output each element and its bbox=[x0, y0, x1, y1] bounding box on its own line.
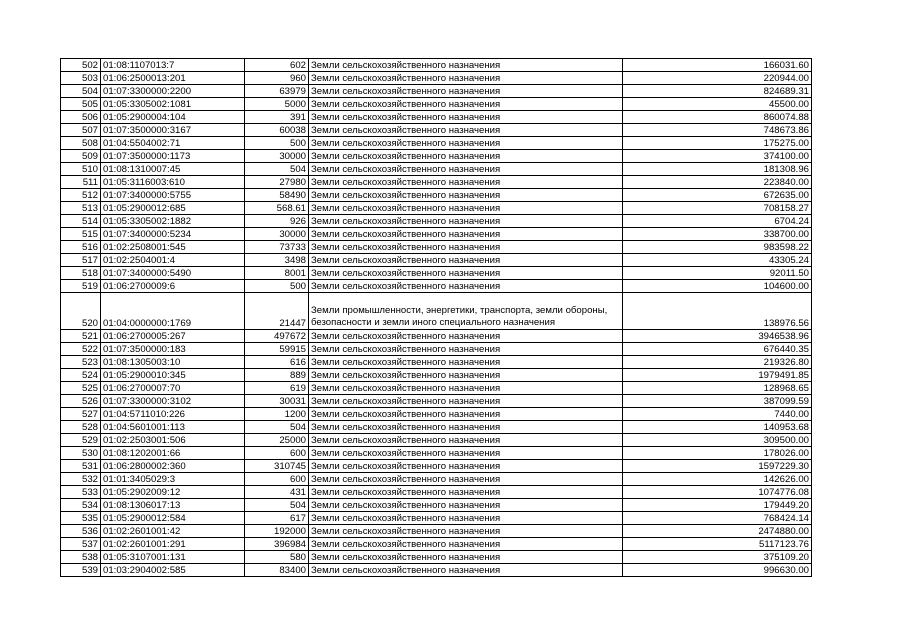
table-row bbox=[61, 176, 812, 189]
plot-area: 600 bbox=[245, 473, 309, 486]
table-row bbox=[61, 460, 812, 473]
row-number: 539 bbox=[61, 564, 101, 577]
plot-area: 192000 bbox=[245, 525, 309, 538]
table-row bbox=[61, 85, 812, 98]
land-category: Земли сельскохозяйственного назначения bbox=[309, 189, 623, 202]
row-number: 536 bbox=[61, 525, 101, 538]
row-number: 525 bbox=[61, 382, 101, 395]
cadastral-value: 1074776.08 bbox=[623, 486, 812, 499]
cadastral-number: 01:06:2700005:267 bbox=[101, 330, 245, 343]
land-category: Земли сельскохозяйственного назначения bbox=[309, 343, 623, 356]
land-category: Земли сельскохозяйственного назначения bbox=[309, 499, 623, 512]
cadastral-value: 92011.50 bbox=[623, 267, 812, 280]
plot-area: 568.61 bbox=[245, 202, 309, 215]
plot-area: 391 bbox=[245, 111, 309, 124]
cadastral-number: 01:06:2700007:70 bbox=[101, 382, 245, 395]
row-number: 517 bbox=[61, 254, 101, 267]
cadastral-number: 01:04:5504002:71 bbox=[101, 137, 245, 150]
cadastral-number: 01:07:3300000:3102 bbox=[101, 395, 245, 408]
table-row bbox=[61, 512, 812, 525]
land-category: Земли сельскохозяйственного назначения bbox=[309, 59, 623, 72]
row-number: 509 bbox=[61, 150, 101, 163]
cadastral-value: 179449.20 bbox=[623, 499, 812, 512]
row-number: 507 bbox=[61, 124, 101, 137]
row-number: 511 bbox=[61, 176, 101, 189]
table-row bbox=[61, 330, 812, 343]
land-category: Земли сельскохозяйственного назначения bbox=[309, 460, 623, 473]
table-row bbox=[61, 421, 812, 434]
table-row bbox=[61, 369, 812, 382]
cadastral-number: 01:06:2700009:6 bbox=[101, 280, 245, 293]
cadastral-number: 01:07:3500000:183 bbox=[101, 343, 245, 356]
land-category: Земли сельскохозяйственного назначения bbox=[309, 525, 623, 538]
cadastral-value: 45500.00 bbox=[623, 98, 812, 111]
land-category: Земли сельскохозяйственного назначения bbox=[309, 369, 623, 382]
table-row bbox=[61, 293, 812, 330]
land-category: Земли сельскохозяйственного назначения bbox=[309, 408, 623, 421]
row-number: 516 bbox=[61, 241, 101, 254]
land-category: Земли сельскохозяйственного назначения bbox=[309, 137, 623, 150]
cadastral-value: 140953.68 bbox=[623, 421, 812, 434]
cadastral-number: 01:06:2500013:201 bbox=[101, 72, 245, 85]
cadastral-value: 748673.86 bbox=[623, 124, 812, 137]
row-number: 529 bbox=[61, 434, 101, 447]
table-row bbox=[61, 215, 812, 228]
plot-area: 310745 bbox=[245, 460, 309, 473]
cadastral-number: 01:08:1310007:45 bbox=[101, 163, 245, 176]
table-row bbox=[61, 447, 812, 460]
row-number: 523 bbox=[61, 356, 101, 369]
plot-area: 600 bbox=[245, 447, 309, 460]
land-plots-table bbox=[60, 58, 812, 577]
cadastral-number: 01:08:1305003:10 bbox=[101, 356, 245, 369]
plot-area: 27980 bbox=[245, 176, 309, 189]
table-row bbox=[61, 473, 812, 486]
table-row bbox=[61, 163, 812, 176]
row-number: 522 bbox=[61, 343, 101, 356]
land-category: Земли сельскохозяйственного назначения bbox=[309, 512, 623, 525]
cadastral-value: 374100.00 bbox=[623, 150, 812, 163]
plot-area: 617 bbox=[245, 512, 309, 525]
cadastral-value: 175275.00 bbox=[623, 137, 812, 150]
cadastral-value: 708158.27 bbox=[623, 202, 812, 215]
land-category: Земли сельскохозяйственного назначения bbox=[309, 85, 623, 98]
cadastral-number: 01:05:3107001:131 bbox=[101, 551, 245, 564]
cadastral-value: 768424.14 bbox=[623, 512, 812, 525]
land-category: Земли сельскохозяйственного назначения bbox=[309, 215, 623, 228]
table-row bbox=[61, 551, 812, 564]
cadastral-value: 2474880.00 bbox=[623, 525, 812, 538]
land-category: Земли сельскохозяйственного назначения bbox=[309, 267, 623, 280]
plot-area: 73733 bbox=[245, 241, 309, 254]
land-category: Земли сельскохозяйственного назначения bbox=[309, 473, 623, 486]
plot-area: 30000 bbox=[245, 150, 309, 163]
cadastral-value: 219326.80 bbox=[623, 356, 812, 369]
cadastral-value: 996630.00 bbox=[623, 564, 812, 577]
plot-area: 431 bbox=[245, 486, 309, 499]
cadastral-value: 1979491.85 bbox=[623, 369, 812, 382]
cadastral-value: 7440.00 bbox=[623, 408, 812, 421]
cadastral-number: 01:05:2900010:345 bbox=[101, 369, 245, 382]
land-category: Земли сельскохозяйственного назначения bbox=[309, 280, 623, 293]
cadastral-value: 824689.31 bbox=[623, 85, 812, 98]
land-category: Земли сельскохозяйственного назначения bbox=[309, 111, 623, 124]
land-category: Земли сельскохозяйственного назначения bbox=[309, 163, 623, 176]
row-number: 532 bbox=[61, 473, 101, 486]
cadastral-value: 375109.20 bbox=[623, 551, 812, 564]
plot-area: 25000 bbox=[245, 434, 309, 447]
cadastral-value: 338700.00 bbox=[623, 228, 812, 241]
plot-area: 3498 bbox=[245, 254, 309, 267]
land-category: Земли сельскохозяйственного назначения bbox=[309, 330, 623, 343]
table-row bbox=[61, 72, 812, 85]
cadastral-value: 983598.22 bbox=[623, 241, 812, 254]
row-number: 518 bbox=[61, 267, 101, 280]
row-number: 502 bbox=[61, 59, 101, 72]
table-row bbox=[61, 228, 812, 241]
row-number: 537 bbox=[61, 538, 101, 551]
cadastral-value: 128968.65 bbox=[623, 382, 812, 395]
cadastral-value: 104600.00 bbox=[623, 280, 812, 293]
plot-area: 926 bbox=[245, 215, 309, 228]
row-number: 504 bbox=[61, 85, 101, 98]
cadastral-value: 181308.96 bbox=[623, 163, 812, 176]
plot-area: 504 bbox=[245, 499, 309, 512]
cadastral-value: 5117123.76 bbox=[623, 538, 812, 551]
land-category: Земли сельскохозяйственного назначения bbox=[309, 421, 623, 434]
row-number: 534 bbox=[61, 499, 101, 512]
row-number: 533 bbox=[61, 486, 101, 499]
cadastral-number: 01:07:3400000:5490 bbox=[101, 267, 245, 280]
cadastral-value: 6704.24 bbox=[623, 215, 812, 228]
plot-area: 504 bbox=[245, 163, 309, 176]
plot-area: 396984 bbox=[245, 538, 309, 551]
land-category: Земли промышленности, энергетики, транспорта, земли обороны, безопасности и земли иного специального назначения bbox=[309, 293, 623, 330]
row-number: 510 bbox=[61, 163, 101, 176]
cadastral-value: 676440.35 bbox=[623, 343, 812, 356]
plot-area: 5000 bbox=[245, 98, 309, 111]
cadastral-number: 01:05:2900012:685 bbox=[101, 202, 245, 215]
row-number: 531 bbox=[61, 460, 101, 473]
cadastral-value: 220944.00 bbox=[623, 72, 812, 85]
cadastral-value: 672635.00 bbox=[623, 189, 812, 202]
cadastral-number: 01:07:3500000:1173 bbox=[101, 150, 245, 163]
plot-area: 580 bbox=[245, 551, 309, 564]
land-category: Земли сельскохозяйственного назначения bbox=[309, 72, 623, 85]
plot-area: 619 bbox=[245, 382, 309, 395]
cadastral-number: 01:04:5711010:226 bbox=[101, 408, 245, 421]
cadastral-value: 43305.24 bbox=[623, 254, 812, 267]
row-number: 526 bbox=[61, 395, 101, 408]
table-row bbox=[61, 408, 812, 421]
row-number: 514 bbox=[61, 215, 101, 228]
row-number: 505 bbox=[61, 98, 101, 111]
row-number: 519 bbox=[61, 280, 101, 293]
row-number: 508 bbox=[61, 137, 101, 150]
cadastral-number: 01:06:2800002:360 bbox=[101, 460, 245, 473]
plot-area: 504 bbox=[245, 421, 309, 434]
plot-area: 63979 bbox=[245, 85, 309, 98]
cadastral-value: 3946538.96 bbox=[623, 330, 812, 343]
table-row bbox=[61, 486, 812, 499]
plot-area: 500 bbox=[245, 137, 309, 150]
cadastral-value: 860074.88 bbox=[623, 111, 812, 124]
land-category: Земли сельскохозяйственного назначения bbox=[309, 150, 623, 163]
plot-area: 30031 bbox=[245, 395, 309, 408]
land-category: Земли сельскохозяйственного назначения bbox=[309, 254, 623, 267]
plot-area: 497672 bbox=[245, 330, 309, 343]
table-row bbox=[61, 254, 812, 267]
plot-area: 602 bbox=[245, 59, 309, 72]
cadastral-number: 01:05:2900012:584 bbox=[101, 512, 245, 525]
row-number: 515 bbox=[61, 228, 101, 241]
table-row bbox=[61, 395, 812, 408]
land-category: Земли сельскохозяйственного назначения bbox=[309, 395, 623, 408]
cadastral-number: 01:02:2503001:506 bbox=[101, 434, 245, 447]
row-number: 535 bbox=[61, 512, 101, 525]
cadastral-number: 01:02:2601001:42 bbox=[101, 525, 245, 538]
cadastral-number: 01:05:3116003:610 bbox=[101, 176, 245, 189]
cadastral-number: 01:04:5601001:113 bbox=[101, 421, 245, 434]
cadastral-number: 01:02:2508001:545 bbox=[101, 241, 245, 254]
table-row bbox=[61, 189, 812, 202]
cadastral-value: 166031.60 bbox=[623, 59, 812, 72]
table-row bbox=[61, 434, 812, 447]
row-number: 520 bbox=[61, 293, 101, 330]
plot-area: 960 bbox=[245, 72, 309, 85]
row-number: 530 bbox=[61, 447, 101, 460]
cadastral-value: 387099.59 bbox=[623, 395, 812, 408]
row-number: 513 bbox=[61, 202, 101, 215]
cadastral-value: 223840.00 bbox=[623, 176, 812, 189]
land-category: Земли сельскохозяйственного назначения bbox=[309, 228, 623, 241]
table-row bbox=[61, 267, 812, 280]
land-category: Земли сельскохозяйственного назначения bbox=[309, 564, 623, 577]
cadastral-number: 01:07:3400000:5755 bbox=[101, 189, 245, 202]
cadastral-number: 01:01:3405029:3 bbox=[101, 473, 245, 486]
land-category: Земли сельскохозяйственного назначения bbox=[309, 98, 623, 111]
table-row bbox=[61, 525, 812, 538]
land-category: Земли сельскохозяйственного назначения bbox=[309, 551, 623, 564]
plot-area: 59915 bbox=[245, 343, 309, 356]
cadastral-value: 142626.00 bbox=[623, 473, 812, 486]
cadastral-number: 01:07:3500000:3167 bbox=[101, 124, 245, 137]
table-row bbox=[61, 280, 812, 293]
plot-area: 616 bbox=[245, 356, 309, 369]
table-row bbox=[61, 202, 812, 215]
cadastral-number: 01:08:1107013:7 bbox=[101, 59, 245, 72]
land-category: Земли сельскохозяйственного назначения bbox=[309, 382, 623, 395]
cadastral-number: 01:05:2900004:104 bbox=[101, 111, 245, 124]
land-category: Земли сельскохозяйственного назначения bbox=[309, 241, 623, 254]
cadastral-number: 01:05:2902009:12 bbox=[101, 486, 245, 499]
cadastral-number: 01:07:3400000:5234 bbox=[101, 228, 245, 241]
land-category: Земли сельскохозяйственного назначения bbox=[309, 447, 623, 460]
plot-area: 8001 bbox=[245, 267, 309, 280]
cadastral-number: 01:05:3305002:1882 bbox=[101, 215, 245, 228]
land-category: Земли сельскохозяйственного назначения bbox=[309, 124, 623, 137]
cadastral-value: 178026.00 bbox=[623, 447, 812, 460]
cadastral-number: 01:02:2504001:4 bbox=[101, 254, 245, 267]
table-row bbox=[61, 356, 812, 369]
table-row bbox=[61, 538, 812, 551]
land-category: Земли сельскохозяйственного назначения bbox=[309, 434, 623, 447]
cadastral-value: 1597229.30 bbox=[623, 460, 812, 473]
cadastral-number: 01:08:1306017:13 bbox=[101, 499, 245, 512]
cadastral-number: 01:08:1202001:66 bbox=[101, 447, 245, 460]
cadastral-number: 01:07:3300000:2200 bbox=[101, 85, 245, 98]
table-row bbox=[61, 137, 812, 150]
cadastral-value: 138976.56 bbox=[623, 293, 812, 330]
row-number: 538 bbox=[61, 551, 101, 564]
row-number: 521 bbox=[61, 330, 101, 343]
table-row bbox=[61, 499, 812, 512]
cadastral-number: 01:05:3305002:1081 bbox=[101, 98, 245, 111]
row-number: 512 bbox=[61, 189, 101, 202]
plot-area: 500 bbox=[245, 280, 309, 293]
plot-area: 1200 bbox=[245, 408, 309, 421]
table-body bbox=[61, 59, 812, 577]
row-number: 528 bbox=[61, 421, 101, 434]
land-category: Земли сельскохозяйственного назначения bbox=[309, 486, 623, 499]
table-row bbox=[61, 150, 812, 163]
land-category: Земли сельскохозяйственного назначения bbox=[309, 538, 623, 551]
plot-area: 889 bbox=[245, 369, 309, 382]
table-row bbox=[61, 111, 812, 124]
plot-area: 58490 bbox=[245, 189, 309, 202]
row-number: 527 bbox=[61, 408, 101, 421]
cadastral-value: 309500.00 bbox=[623, 434, 812, 447]
plot-area: 60038 bbox=[245, 124, 309, 137]
plot-area: 30000 bbox=[245, 228, 309, 241]
cadastral-number: 01:02:2601001:291 bbox=[101, 538, 245, 551]
table-row bbox=[61, 564, 812, 577]
table-row bbox=[61, 124, 812, 137]
row-number: 506 bbox=[61, 111, 101, 124]
plot-area: 83400 bbox=[245, 564, 309, 577]
land-category: Земли сельскохозяйственного назначения bbox=[309, 356, 623, 369]
table-row bbox=[61, 382, 812, 395]
row-number: 524 bbox=[61, 369, 101, 382]
plot-area: 21447 bbox=[245, 293, 309, 330]
table-row bbox=[61, 59, 812, 72]
land-category: Земли сельскохозяйственного назначения bbox=[309, 176, 623, 189]
row-number: 503 bbox=[61, 72, 101, 85]
land-category: Земли сельскохозяйственного назначения bbox=[309, 202, 623, 215]
table-row bbox=[61, 343, 812, 356]
table-row bbox=[61, 241, 812, 254]
cadastral-number: 01:04:0000000:1769 bbox=[101, 293, 245, 330]
cadastral-number: 01:03:2904002:585 bbox=[101, 564, 245, 577]
table-row bbox=[61, 98, 812, 111]
